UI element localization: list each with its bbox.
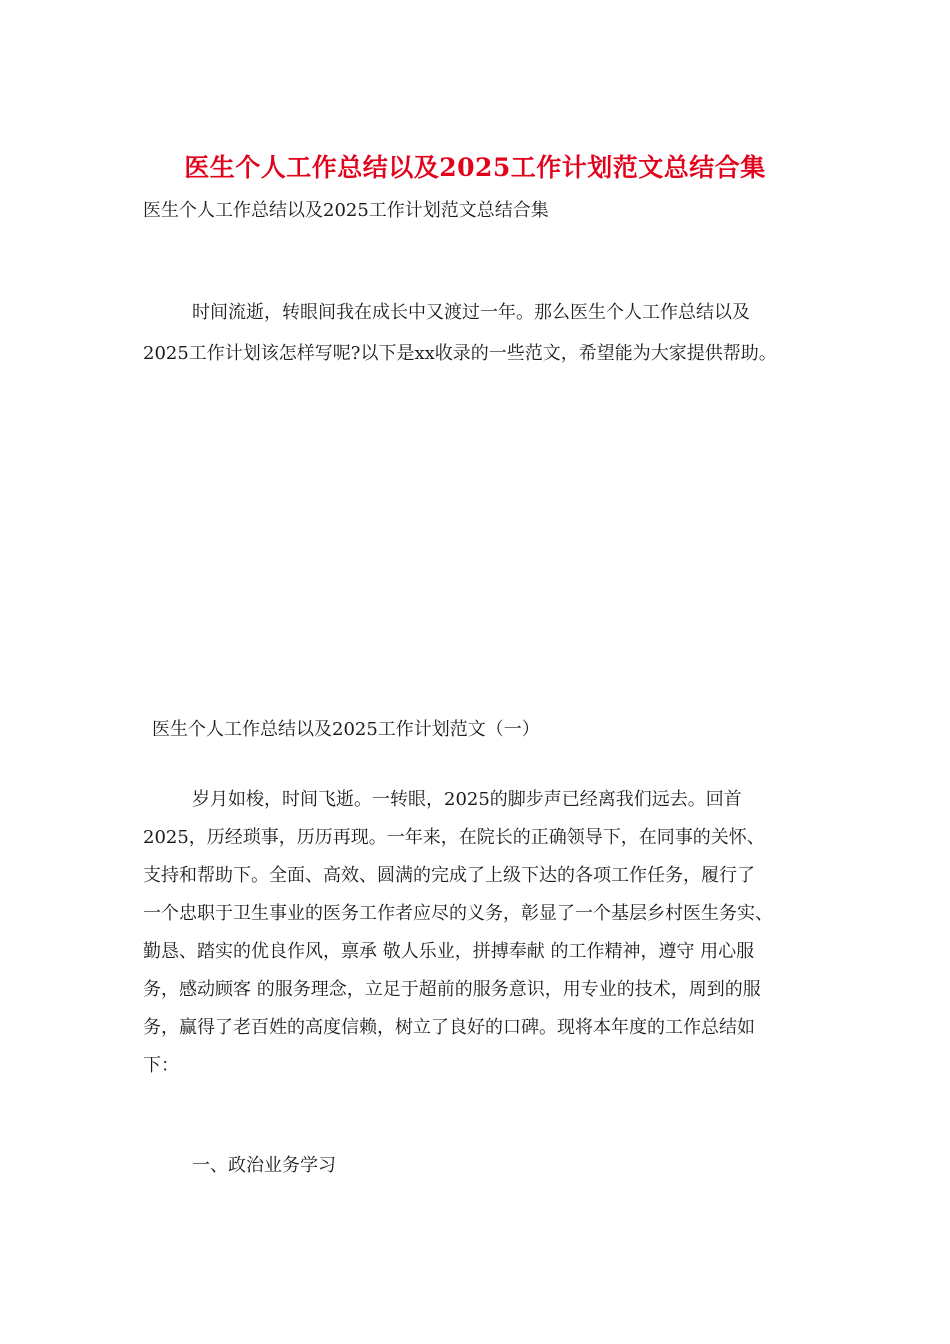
section-heading: 医生个人工作总结以及2025工作计划范文（一） xyxy=(152,719,540,740)
intro-paragraph-line: 2025工作计划该怎样写呢?以下是xx收录的一些范文，希望能为大家提供帮助。 xyxy=(143,343,777,364)
body-paragraph-line: 务，赢得了老百姓的高度信赖，树立了良好的口碑。现将本年度的工作总结如 xyxy=(143,1017,755,1038)
document-subtitle: 医生个人工作总结以及2025工作计划范文总结合集 xyxy=(143,200,549,221)
body-paragraph-line: 岁月如梭，时间飞逝。一转眼，2025的脚步声已经离我们远去。回首 xyxy=(192,789,742,810)
body-paragraph-line: 勤恳、踏实的优良作风，禀承 敬人乐业，拼搏奉献 的工作精神，遵守 用心服 xyxy=(143,941,755,962)
body-paragraph-line: 2025，历经琐事，历历再现。一年来，在院长的正确领导下，在同事的关怀、 xyxy=(143,827,765,848)
body-paragraph-line: 下： xyxy=(143,1055,179,1076)
subsection-heading: 一、政治业务学习 xyxy=(192,1155,336,1176)
intro-paragraph-line: 时间流逝，转眼间我在成长中又渡过一年。那么医生个人工作总结以及 xyxy=(192,302,750,323)
body-paragraph-line: 务，感动顾客 的服务理念，立足于超前的服务意识，用专业的技术，周到的服 xyxy=(143,979,761,1000)
document-title: 医生个人工作总结以及2025工作计划范文总结合集 xyxy=(184,153,766,182)
body-paragraph-line: 支持和帮助下。全面、高效、圆满的完成了上级下达的各项工作任务，履行了 xyxy=(143,865,755,886)
body-paragraph-line: 一个忠职于卫生事业的医务工作者应尽的义务，彰显了一个基层乡村医生务实、 xyxy=(143,903,773,924)
